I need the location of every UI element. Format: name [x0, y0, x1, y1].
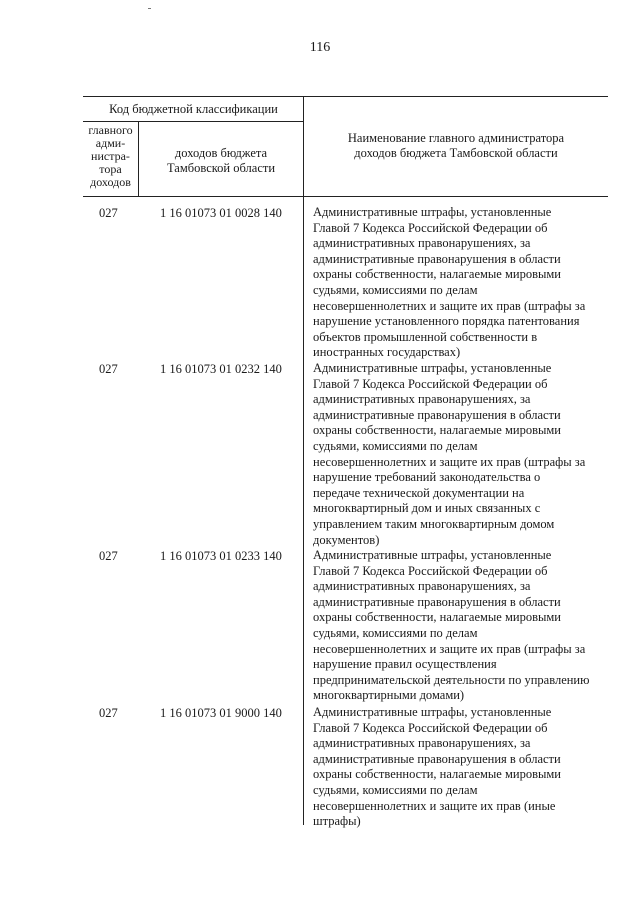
- description-line: Главой 7 Кодекса Российской Федерации об: [313, 376, 548, 391]
- col-code-header: [139, 146, 303, 176]
- col-name-header: [304, 131, 608, 161]
- col-admin-header-line: тора: [99, 162, 122, 176]
- table-top-rule: [83, 96, 608, 97]
- description-line: судьями, комиссиями по делам: [313, 625, 478, 640]
- description-line: несовершеннолетних и защите их прав (штрафы за: [313, 454, 586, 469]
- description-line: административных правонарушениях, за: [313, 392, 531, 407]
- row-budget-code: 1 16 01073 01 0232 140: [160, 362, 282, 376]
- page-number: 116: [309, 40, 331, 55]
- description-line: административных правонарушениях, за: [313, 236, 531, 251]
- description-line: Главой 7 Кодекса Российской Федерации об: [313, 220, 548, 235]
- description-line: управлением таким многоквартирным домом: [313, 516, 555, 531]
- description-line: Административные штрафы, установленные: [313, 548, 552, 562]
- description-line: передаче технической документации на: [313, 485, 525, 500]
- col-admin-header-line: доходов: [90, 175, 131, 189]
- description-line: документов): [313, 532, 380, 547]
- description-line: административные правонарушения в области: [313, 594, 561, 609]
- description-line: многоквартирными домами): [313, 688, 465, 703]
- row-budget-code: 1 16 01073 01 0233 140: [160, 549, 282, 563]
- col-code-header-line: Тамбовской области: [166, 161, 276, 175]
- row-description: [313, 705, 613, 830]
- description-line: многоквартирный дом и иных связанных с: [313, 501, 541, 516]
- description-line: предпринимательской деятельности по управлению: [313, 672, 590, 687]
- description-line: иностранных государствах): [313, 345, 461, 360]
- group-header-rule: [83, 121, 303, 122]
- col-code-header-line: доходов бюджета: [174, 146, 268, 160]
- row-admin-code: 027: [99, 206, 118, 220]
- col-admin-header-line: главного: [88, 123, 133, 137]
- row-budget-code: 1 16 01073 01 0028 140: [160, 206, 282, 220]
- description-line: административные правонарушения в области: [313, 751, 561, 766]
- description-line: несовершеннолетних и защите их прав (иные: [313, 798, 556, 813]
- description-line: нарушение установленного порядка патентования: [313, 314, 580, 329]
- row-budget-code: 1 16 01073 01 9000 140: [160, 706, 282, 720]
- description-line: нарушение требований законодательства о: [313, 470, 541, 485]
- row-admin-code: 027: [99, 706, 118, 720]
- col-name-header-line: Наименование главного администратора: [347, 131, 565, 145]
- description-line: штрафы): [313, 814, 361, 829]
- description-line: судьями, комиссиями по делам: [313, 782, 478, 797]
- row-description: [313, 361, 613, 548]
- row-admin-code: 027: [99, 549, 118, 563]
- group-header-title: Код бюджетной классификации: [109, 102, 278, 116]
- description-line: охраны собственности, налагаемые мировыми: [313, 767, 561, 782]
- description-line: Главой 7 Кодекса Российской Федерации об: [313, 720, 548, 735]
- description-line: нарушение правил осуществления: [313, 657, 497, 672]
- description-line: административных правонарушениях, за: [313, 736, 531, 751]
- description-line: судьями, комиссиями по делам: [313, 438, 478, 453]
- col-admin-header-line: нистра-: [91, 149, 130, 163]
- col-admin-header-line: адми-: [95, 136, 126, 150]
- row-admin-code: 027: [99, 362, 118, 376]
- description-line: Административные штрафы, установленные: [313, 705, 552, 719]
- description-line: административные правонарушения в области: [313, 407, 561, 422]
- description-line: административных правонарушениях, за: [313, 579, 531, 594]
- description-line: охраны собственности, налагаемые мировыми: [313, 423, 561, 438]
- column-divider-2: [303, 96, 304, 825]
- col-admin-header: [83, 124, 138, 189]
- row-description: [313, 205, 613, 361]
- description-line: судьями, комиссиями по делам: [313, 282, 478, 297]
- scan-mark: [148, 8, 151, 9]
- row-description: [313, 548, 613, 704]
- description-line: Главой 7 Кодекса Российской Федерации об: [313, 563, 548, 578]
- description-line: административные правонарушения в области: [313, 251, 561, 266]
- description-line: охраны собственности, налагаемые мировыми: [313, 267, 561, 282]
- description-line: несовершеннолетних и защите их прав (штрафы за: [313, 298, 586, 313]
- description-line: охраны собственности, налагаемые мировыми: [313, 610, 561, 625]
- description-line: объектов промышленной собственности в: [313, 329, 538, 344]
- description-line: Административные штрафы, установленные: [313, 361, 552, 375]
- col-name-header-line: доходов бюджета Тамбовской области: [354, 146, 558, 160]
- header-bottom-rule: [83, 196, 608, 197]
- description-line: Административные штрафы, установленные: [313, 205, 552, 219]
- description-line: несовершеннолетних и защите их прав (штрафы за: [313, 641, 586, 656]
